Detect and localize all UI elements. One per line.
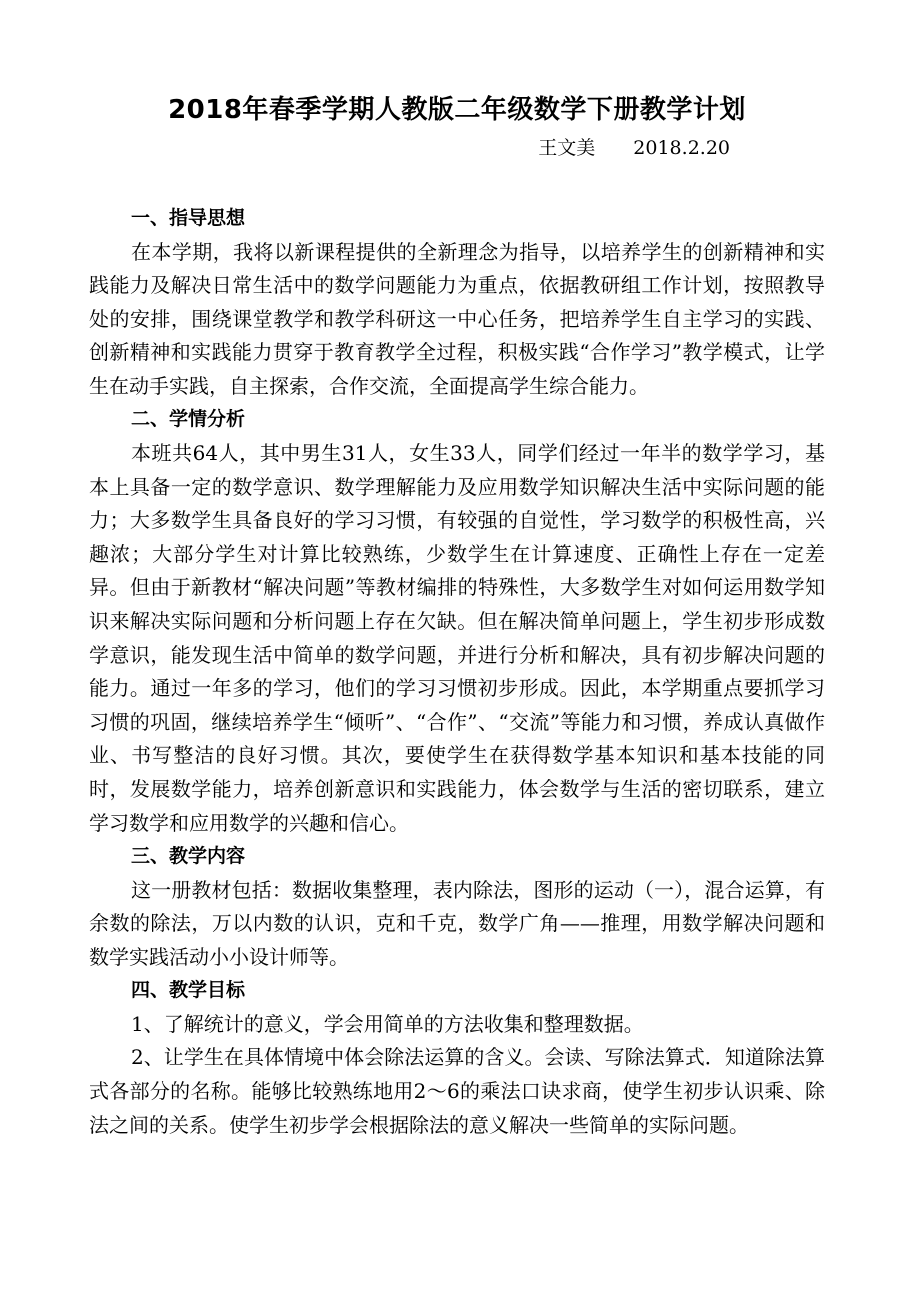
section-heading: 二、学情分析 bbox=[131, 408, 246, 431]
author-name: 王文美 bbox=[538, 137, 596, 159]
section-teaching-content bbox=[89, 840, 825, 974]
section-heading: 三、教学内容 bbox=[131, 845, 246, 868]
section-teaching-goals bbox=[89, 974, 825, 1142]
author-line bbox=[89, 132, 825, 164]
paragraph: 本班共64人，其中男生31人，女生33人，同学们经过一年半的数学学习，基本上具备一定的数学意识、数学理解能力及应用数学知识解决生活中实际问题的能力；大多数学生具备良好的学习习惯，有较强的自觉性，学习数学的积极性高，兴趣浓；大部分学生对计算比较熟练，少数学生在计算速度、正确性上存在一定差异。但由于新教材“解决问题”等教材编排的特殊性，大多数学生对如何运用数学知识来解决实际问题和分析问题上存在欠缺。但在解决简单问题上，学生初步形成数学意识，能发现生活中简单的数学问题，并进行分析和解决，具有初步解决问题的能力。通过一年多的学习，他们的学习习惯初步形成。因此，本学期重点要抓学习习惯的巩固，继续培养学生“倾听”、“合作”、“交流”等能力和习惯，养成认真做作业、书写整洁的良好习惯。其次，要使学生在获得数学基本知识和基本技能的同时，发展数学能力，培养创新意识和实践能力，体会数学与生活的密切联系，建立学习数学和应用数学的兴趣和信心。 bbox=[89, 440, 825, 835]
section-student-analysis bbox=[89, 403, 825, 840]
document-title: 2018年春季学期人教版二年级数学下册教学计划 bbox=[168, 95, 746, 125]
section-heading: 一、指导思想 bbox=[131, 207, 246, 229]
section-guiding-ideology bbox=[89, 202, 825, 403]
document-page bbox=[89, 88, 825, 1142]
document-date: 2018.2.20 bbox=[633, 137, 730, 159]
paragraph: 在本学期，我将以新课程提供的全新理念为指导，以培养学生的创新精神和实践能力及解决日常生活中的数学问题能力为重点，依据教研组工作计划，按照教导处的安排，围绕课堂教学和教学科研这一中心任务，把培养学生自主学习的实践、创新精神和实践能力贯穿于教育教学全过程，积极实践“合作学习”教学模式，让学生在动手实践，自主探索，合作交流，全面提高学生综合能力。 bbox=[89, 239, 825, 398]
section-heading: 四、教学目标 bbox=[131, 979, 246, 1002]
paragraph: 这一册教材包括：数据收集整理，表内除法，图形的运动（一），混合运算，有余数的除法，万以内数的认识，克和千克，数学广角——推理，用数学解决问题和数学实践活动小小设计师等。 bbox=[89, 877, 825, 969]
paragraph: 2、让学生在具体情境中体会除法运算的含义。会读、写除法算式．知道除法算式各部分的名称。能够比较熟练地用2～6的乘法口诀求商，使学生初步认识乘、除法之间的关系。使学生初步学会根据除法的意义解决一些简单的实际问题。 bbox=[89, 1045, 825, 1137]
paragraph: 1、了解统计的意义，学会用简单的方法收集和整理数据。 bbox=[131, 1011, 644, 1036]
